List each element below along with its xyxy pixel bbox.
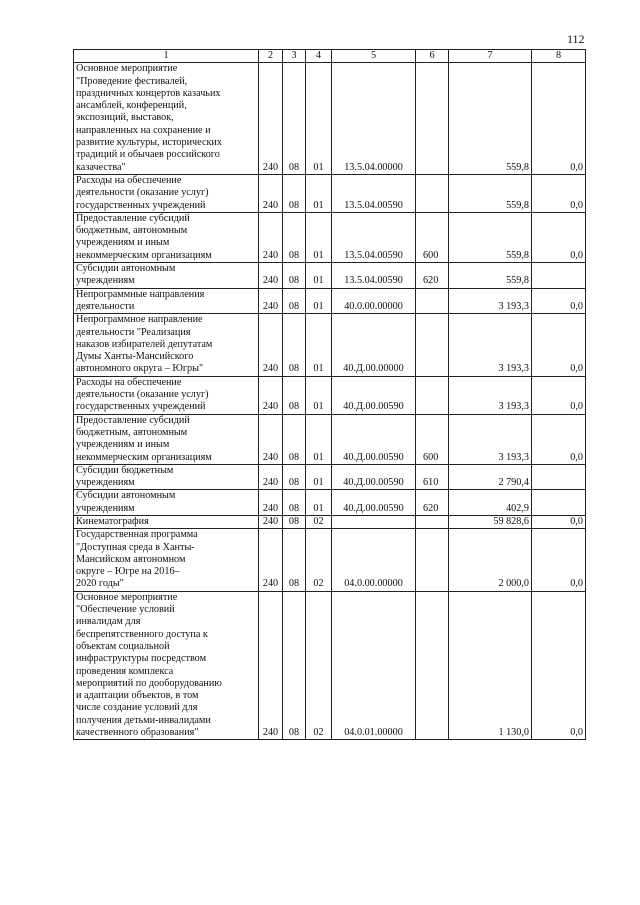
target-article-cell: 40.Д.00.00590	[332, 414, 416, 464]
row-name-text: Непрограммные направления деятельности	[76, 288, 205, 312]
table-row	[74, 591, 586, 740]
amount-extra-cell: 0,0	[532, 529, 586, 591]
amount-cell: 559,8	[449, 263, 532, 289]
target-article-cell	[332, 515, 416, 528]
table-row	[74, 529, 586, 591]
header-cell: 5	[332, 50, 416, 63]
subsection-code-cell: 02	[306, 591, 332, 740]
amount-extra-cell: 0,0	[532, 591, 586, 740]
row-name-text: Расходы на обеспечение деятельности (оказание услуг) государственных учреждений	[76, 376, 209, 413]
section-code-cell: 08	[283, 263, 306, 289]
amount-cell: 3 193,3	[449, 414, 532, 464]
section-code-cell: 08	[283, 529, 306, 591]
expense-type-cell: 600	[416, 212, 449, 262]
amount-cell: 2 790,4	[449, 464, 532, 490]
table-row	[74, 314, 586, 376]
expense-type-cell	[416, 376, 449, 414]
row-name-cell	[74, 515, 259, 528]
expense-type-cell: 620	[416, 490, 449, 516]
amount-cell: 402,9	[449, 490, 532, 516]
row-name-text: Основное мероприятие "Обеспечение условий инвалидам для беспрепятственного доступа к объектам социальной инфраструктуры посредством проведения комплекса мероприятий по дооборудованию и адаптации объектов, в том числе создание условий для получения детьми-инвалидами качественного образования"	[76, 591, 222, 739]
section-code-cell: 08	[283, 314, 306, 376]
subsection-code-cell: 01	[306, 288, 332, 314]
amount-extra-cell: 0,0	[532, 63, 586, 175]
expense-type-cell: 620	[416, 263, 449, 289]
section-code-cell: 08	[283, 63, 306, 175]
amount-cell: 559,8	[449, 63, 532, 175]
subsection-code-cell: 01	[306, 63, 332, 175]
row-name-text: Государственная программа "Доступная среда в Ханты- Мансийском автономном округе – Югре на 2016– 2020 годы"	[76, 529, 198, 590]
target-article-cell: 40.Д.00.00590	[332, 464, 416, 490]
ministry-code-cell: 240	[259, 174, 283, 212]
table-row	[74, 63, 586, 175]
row-name-cell	[74, 212, 259, 262]
target-article-cell: 04.0.01.00000	[332, 591, 416, 740]
row-name-text: Непрограммное направление деятельности "Реализация наказов избирателей депутатам Думы Ханты-Мансийского автономного округа – Югры"	[76, 314, 213, 375]
row-name-cell	[74, 63, 259, 175]
target-article-cell: 40.Д.00.00590	[332, 376, 416, 414]
table-row	[74, 490, 586, 516]
amount-cell: 559,8	[449, 212, 532, 262]
subsection-code-cell: 01	[306, 376, 332, 414]
header-cell: 6	[416, 50, 449, 63]
ministry-code-cell: 240	[259, 490, 283, 516]
ministry-code-cell: 240	[259, 529, 283, 591]
amount-extra-cell	[532, 490, 586, 516]
subsection-code-cell: 01	[306, 314, 332, 376]
target-article-cell: 13.5.04.00590	[332, 174, 416, 212]
row-name-cell	[74, 174, 259, 212]
ministry-code-cell: 240	[259, 63, 283, 175]
row-name-cell	[74, 314, 259, 376]
header-cell: 1	[74, 50, 259, 63]
subsection-code-cell: 01	[306, 263, 332, 289]
target-article-cell: 40.0.00.00000	[332, 288, 416, 314]
amount-cell: 3 193,3	[449, 376, 532, 414]
row-name-cell	[74, 529, 259, 591]
section-code-cell: 08	[283, 515, 306, 528]
expense-type-cell	[416, 174, 449, 212]
row-name-text: Предоставление субсидий бюджетным, автономным учреждениям и иным некоммерческим организациям	[76, 212, 212, 261]
row-name-text: Расходы на обеспечение деятельности (оказание услуг) государственных учреждений	[76, 174, 209, 211]
row-name-text: Предоставление субсидий бюджетным, автономным учреждениям и иным некоммерческим организациям	[76, 414, 212, 463]
amount-extra-cell: 0,0	[532, 414, 586, 464]
amount-extra-cell: 0,0	[532, 376, 586, 414]
table-row	[74, 376, 586, 414]
subsection-code-cell: 01	[306, 174, 332, 212]
subsection-code-cell: 02	[306, 515, 332, 528]
row-name-text: Субсидии автономным учреждениям	[76, 263, 176, 287]
amount-extra-cell: 0,0	[532, 314, 586, 376]
expense-type-cell	[416, 288, 449, 314]
table-row	[74, 414, 586, 464]
header-cell: 8	[532, 50, 586, 63]
table-header-row	[74, 50, 586, 63]
row-name-cell	[74, 490, 259, 516]
section-code-cell: 08	[283, 591, 306, 740]
row-name-text: Кинематография	[76, 515, 149, 527]
subsection-code-cell: 01	[306, 212, 332, 262]
table-row	[74, 464, 586, 490]
expense-type-cell	[416, 529, 449, 591]
amount-cell: 1 130,0	[449, 591, 532, 740]
section-code-cell: 08	[283, 174, 306, 212]
amount-cell: 2 000,0	[449, 529, 532, 591]
amount-cell: 3 193,3	[449, 288, 532, 314]
expense-type-cell	[416, 515, 449, 528]
row-name-cell	[74, 591, 259, 740]
amount-extra-cell	[532, 464, 586, 490]
amount-extra-cell	[532, 263, 586, 289]
ministry-code-cell: 240	[259, 464, 283, 490]
ministry-code-cell: 240	[259, 515, 283, 528]
table-row	[74, 263, 586, 289]
row-name-cell	[74, 288, 259, 314]
amount-cell: 559,8	[449, 174, 532, 212]
table-row	[74, 288, 586, 314]
expense-type-cell: 610	[416, 464, 449, 490]
target-article-cell: 13.5.04.00590	[332, 263, 416, 289]
ministry-code-cell: 240	[259, 212, 283, 262]
expense-type-cell	[416, 63, 449, 175]
row-name-text: Субсидии автономным учреждениям	[76, 490, 176, 514]
section-code-cell: 08	[283, 288, 306, 314]
subsection-code-cell: 01	[306, 464, 332, 490]
target-article-cell: 13.5.04.00000	[332, 63, 416, 175]
ministry-code-cell: 240	[259, 591, 283, 740]
section-code-cell: 08	[283, 376, 306, 414]
budget-table	[73, 49, 586, 740]
target-article-cell: 04.0.00.00000	[332, 529, 416, 591]
row-name-text: Субсидии бюджетным учреждениям	[76, 464, 174, 489]
section-code-cell: 08	[283, 490, 306, 516]
ministry-code-cell: 240	[259, 376, 283, 414]
subsection-code-cell: 01	[306, 414, 332, 464]
amount-extra-cell: 0,0	[532, 288, 586, 314]
page-number: 112	[567, 32, 585, 46]
row-name-cell	[74, 414, 259, 464]
row-name-cell	[74, 263, 259, 289]
header-cell: 2	[259, 50, 283, 63]
section-code-cell: 08	[283, 212, 306, 262]
amount-extra-cell: 0,0	[532, 212, 586, 262]
amount-cell: 59 828,6	[449, 515, 532, 528]
ministry-code-cell: 240	[259, 314, 283, 376]
expense-type-cell	[416, 591, 449, 740]
header-cell: 4	[306, 50, 332, 63]
amount-cell: 3 193,3	[449, 314, 532, 376]
expense-type-cell	[416, 314, 449, 376]
target-article-cell: 40.Д.00.00000	[332, 314, 416, 376]
row-name-cell	[74, 376, 259, 414]
table-row	[74, 212, 586, 262]
row-name-cell	[74, 464, 259, 490]
row-name-text: Основное мероприятие "Проведение фестивалей, праздничных концертов казачьих ансамблей, конференций, экспозиций, выставок, направленных на сохранение и развитие культуры, исторических традиций и обычаев российского казачества"	[76, 63, 222, 173]
table-row	[74, 515, 586, 528]
ministry-code-cell: 240	[259, 414, 283, 464]
expense-type-cell: 600	[416, 414, 449, 464]
target-article-cell: 13.5.04.00590	[332, 212, 416, 262]
header-cell: 3	[283, 50, 306, 63]
section-code-cell: 08	[283, 414, 306, 464]
section-code-cell: 08	[283, 464, 306, 490]
amount-extra-cell: 0,0	[532, 515, 586, 528]
subsection-code-cell: 02	[306, 529, 332, 591]
subsection-code-cell: 01	[306, 490, 332, 516]
table-row	[74, 174, 586, 212]
target-article-cell: 40.Д.00.00590	[332, 490, 416, 516]
header-cell: 7	[449, 50, 532, 63]
ministry-code-cell: 240	[259, 288, 283, 314]
amount-extra-cell: 0,0	[532, 174, 586, 212]
ministry-code-cell: 240	[259, 263, 283, 289]
